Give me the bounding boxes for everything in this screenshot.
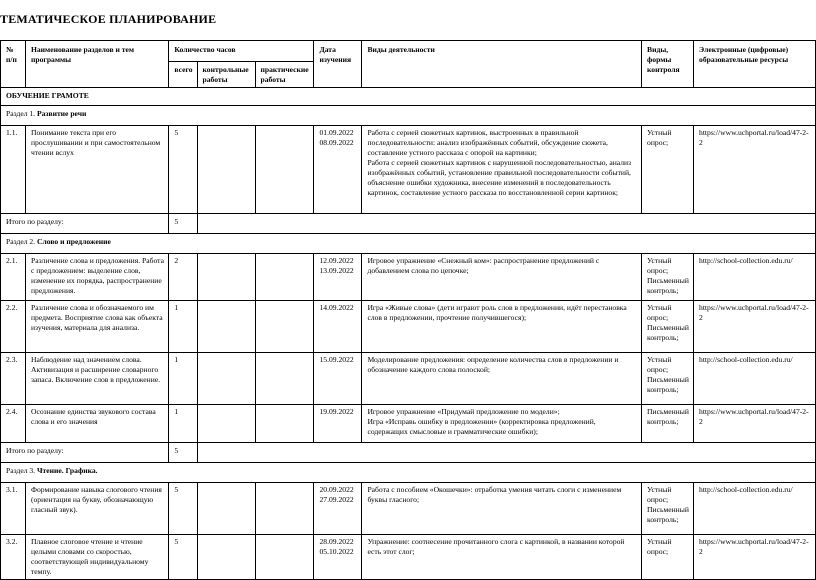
- control-forms: [642, 301, 694, 353]
- topic-name: Плавное слоговое чтение и чтение целыми словами со скоростью, соответствующей индивидуальному темпу.: [25, 535, 168, 580]
- activity-text: Игровое упражнение «Придумай предложение по модели»;: [367, 407, 560, 416]
- hours-control: [197, 126, 255, 214]
- topic-name: Формирование навыка слогового чтения (ориентация на букву, обозначающую гласный звук).: [25, 483, 168, 535]
- control-forms: [642, 126, 694, 214]
- study-date: 20.09.2022: [319, 485, 354, 494]
- hours-control: [197, 535, 255, 580]
- hours-practical: [255, 301, 314, 353]
- header-practical: практические работы: [255, 62, 314, 88]
- hours-practical: [255, 254, 314, 301]
- topic-name: Понимание текста при его прослушивании и при самостоятельном чтении вслух: [25, 126, 168, 214]
- control-form: Устный опрос;: [647, 303, 672, 322]
- study-date: 27.09.2022: [319, 495, 354, 504]
- table-row: [1, 353, 816, 405]
- header-num: № п/п: [1, 41, 26, 88]
- section-header: [1, 463, 816, 483]
- resource-link[interactable]: https://www.uchportal.ru/load/47-2-2: [694, 126, 816, 214]
- control-form: Устный опрос;: [647, 485, 672, 504]
- topic-name: Наблюдение над значением слова. Активизация и расширение словарного запаса. Включение слов в предложение.: [25, 353, 168, 405]
- topic-name: Различение слова и предложения. Работа с предложением: выделение слов, изменение их порядка, распространение предложения.: [25, 254, 168, 301]
- subtotal-value: 5: [169, 443, 197, 463]
- control-form: Письменный контроль;: [647, 323, 689, 342]
- control-form: Письменный контроль;: [647, 276, 689, 295]
- section-name: Слово и предложение: [36, 237, 111, 246]
- module-title: ОБУЧЕНИЕ ГРАМОТЕ: [1, 88, 816, 106]
- header-total: всего: [169, 62, 197, 88]
- subtotal-label: Итого по разделу:: [1, 443, 169, 463]
- study-dates: [314, 483, 362, 535]
- study-date: 12.09.2022: [319, 256, 354, 265]
- row-number: 2.1.: [1, 254, 26, 301]
- hours-total: 2: [169, 254, 197, 301]
- hours-control: [197, 405, 255, 443]
- hours-control: [197, 254, 255, 301]
- study-dates: [314, 353, 362, 405]
- activity-text: Игра «Живые слова» (дети играют роль слов в предложении, идёт перестановка слов в предложении, прочтение получившегося);: [367, 303, 627, 322]
- subtotal-row: [1, 443, 816, 463]
- header-forms: Виды, формы контроля: [642, 41, 694, 88]
- control-form: Устный опрос;: [647, 128, 672, 147]
- control-forms: [642, 483, 694, 535]
- resource-link[interactable]: http://school-collection.edu.ru/: [694, 353, 816, 405]
- activity-text: Работа с пособием «Окошечки»: отработка умения читать слоги с изменением буквы гласного;: [367, 485, 622, 504]
- study-date: 05.10.2022: [319, 547, 354, 556]
- study-date: 01.09.2022: [319, 128, 354, 137]
- hours-control: [197, 483, 255, 535]
- section-header: [1, 106, 816, 126]
- topic-name: Различение слова и обозначаемого им предмета. Восприятие слова как объекта изучения, материала для анализа.: [25, 301, 168, 353]
- resource-link[interactable]: https://www.uchportal.ru/load/47-2-2: [694, 535, 816, 580]
- study-dates: [314, 535, 362, 580]
- hours-total: 1: [169, 405, 197, 443]
- control-form: Письменный контроль;: [647, 505, 689, 524]
- study-dates: [314, 126, 362, 214]
- section-header-row: [1, 106, 816, 126]
- section-prefix: Раздел 1.: [6, 109, 36, 118]
- control-forms: [642, 353, 694, 405]
- study-date: 08.09.2022: [319, 138, 354, 147]
- study-date: 28.09.2022: [319, 537, 354, 546]
- hours-total: 1: [169, 353, 197, 405]
- study-date: 14.09.2022: [319, 303, 354, 312]
- header-control: контрольные работы: [197, 62, 255, 88]
- page-title: ТЕМАТИЧЕСКОЕ ПЛАНИРОВАНИЕ: [0, 12, 217, 26]
- section-header: [1, 234, 816, 254]
- resource-link[interactable]: https://www.uchportal.ru/load/47-2-2: [694, 301, 816, 353]
- topic-name: Осознание единства звукового состава слова и его значения: [25, 405, 168, 443]
- row-number: 1.1.: [1, 126, 26, 214]
- control-forms: [642, 405, 694, 443]
- hours-control: [197, 301, 255, 353]
- hours-total: 5: [169, 535, 197, 580]
- section-header-row: [1, 234, 816, 254]
- section-name: Чтение. Графика.: [36, 466, 98, 475]
- subtotal-row: [1, 214, 816, 234]
- hours-practical: [255, 483, 314, 535]
- study-dates: [314, 301, 362, 353]
- activity-text: Игра «Исправь ошибку в предложении» (корректировка предложений, содержащих смысловые и грамматические ошибки);: [367, 417, 596, 436]
- header-resources: Электронные (цифровые) образовательные ресурсы: [694, 41, 816, 88]
- table-body: [1, 88, 816, 580]
- table-row: [1, 535, 816, 580]
- hours-total: 1: [169, 301, 197, 353]
- study-date: 19.09.2022: [319, 407, 354, 416]
- subtotal-value: 5: [169, 214, 197, 234]
- control-form: Письменный контроль;: [647, 375, 689, 394]
- activities: [362, 126, 642, 214]
- activity-text: Моделирование предложения: определение количества слов в предложении и обозначение каждого слова полоской;: [367, 355, 619, 374]
- row-number: 3.2.: [1, 535, 26, 580]
- activities: [362, 353, 642, 405]
- activities: [362, 301, 642, 353]
- row-number: 2.2.: [1, 301, 26, 353]
- table-row: [1, 126, 816, 214]
- study-date: 15.09.2022: [319, 355, 354, 364]
- resource-link[interactable]: http://school-collection.edu.ru/: [694, 483, 816, 535]
- subtotal-rest: [197, 214, 815, 234]
- table-row: [1, 254, 816, 301]
- planning-table: [0, 40, 816, 580]
- activity-text: Упражнение: соотнесение прочитанного слога с картинкой, в названии которой есть этот слог;: [367, 537, 625, 556]
- row-number: 2.3.: [1, 353, 26, 405]
- subtotal-rest: [197, 443, 815, 463]
- hours-control: [197, 353, 255, 405]
- resource-link[interactable]: http://school-collection.edu.ru/: [694, 254, 816, 301]
- activities: [362, 405, 642, 443]
- control-form: Устный опрос;: [647, 537, 672, 556]
- subtotal-label: Итого по разделу:: [1, 214, 169, 234]
- header-hours: Количество часов: [169, 41, 314, 62]
- control-forms: [642, 254, 694, 301]
- control-form: Устный опрос;: [647, 256, 672, 275]
- hours-total: 5: [169, 483, 197, 535]
- hours-practical: [255, 353, 314, 405]
- row-number: 2.4.: [1, 405, 26, 443]
- control-forms: [642, 535, 694, 580]
- section-header-row: [1, 463, 816, 483]
- table-row: [1, 483, 816, 535]
- hours-total: 5: [169, 126, 197, 214]
- hours-practical: [255, 405, 314, 443]
- section-prefix: Раздел 3.: [6, 466, 36, 475]
- resource-link[interactable]: https://www.uchportal.ru/load/47-2-2: [694, 405, 816, 443]
- control-form: Письменный контроль;: [647, 407, 689, 426]
- section-name: Развитие речи: [36, 109, 87, 118]
- section-prefix: Раздел 2.: [6, 237, 36, 246]
- header-date: Дата изучения: [314, 41, 362, 88]
- header-activities: Виды деятельности: [362, 41, 642, 88]
- hours-practical: [255, 126, 314, 214]
- activity-text: Работа с серией сюжетных картинок, выстроенных в правильной последовательности: анализ изображённых событий, обсуждение сюжета, составление устного рассказа с опорой на картинки;: [367, 128, 608, 157]
- activities: [362, 254, 642, 301]
- study-date: 13.09.2022: [319, 266, 354, 275]
- study-dates: [314, 254, 362, 301]
- hours-practical: [255, 535, 314, 580]
- activities: [362, 483, 642, 535]
- activities: [362, 535, 642, 580]
- control-form: Устный опрос;: [647, 355, 672, 374]
- header-name: Наименование разделов и тем программы: [25, 41, 168, 88]
- activity-text: Работа с серией сюжетных картинок с нарушенной последовательностью, анализ изображённых событий, установление правильной последовательности событий, объяснение ошибки художника, внесение изменений в последовательность картинок, составление устного рассказа по восстановленной серии картинок;: [367, 158, 632, 197]
- table-row: [1, 405, 816, 443]
- row-number: 3.1.: [1, 483, 26, 535]
- study-dates: [314, 405, 362, 443]
- table-row: [1, 301, 816, 353]
- activity-text: Игровое упражнение «Снежный ком»: распространение предложений с добавлением слова по цепочке;: [367, 256, 600, 275]
